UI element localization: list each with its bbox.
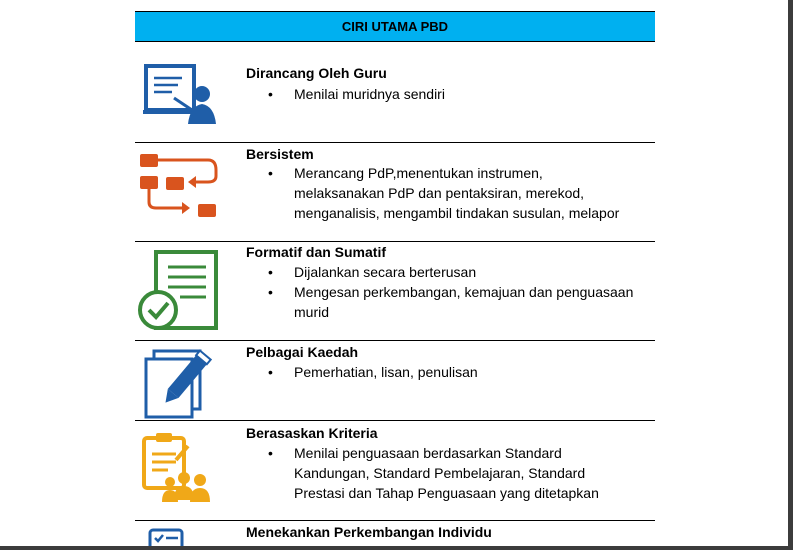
row-divider xyxy=(135,340,655,341)
table-header xyxy=(135,11,655,42)
row-title: Menekankan Perkembangan Individu xyxy=(246,524,492,540)
list-item-line: melaksanakan PdP dan pentaksiran, merekod, xyxy=(294,185,585,201)
table-header-title: CIRI UTAMA PBD xyxy=(341,19,449,34)
list-item-line: Kandungan, Standard Pembelajaran, Standard xyxy=(294,465,586,481)
row-divider xyxy=(135,520,655,521)
list-item-line: • Menilai penguasaan berdasarkan Standard xyxy=(294,445,562,461)
list-item xyxy=(268,282,633,322)
teacher-presentation-icon xyxy=(140,58,218,126)
window-bottom-border xyxy=(0,546,793,550)
checklist-document-icon xyxy=(136,249,222,333)
row-title: Dirancang Oleh Guru xyxy=(246,65,387,81)
bullet-list xyxy=(268,443,599,503)
list-item-line: murid xyxy=(294,304,330,320)
list-item: • Pemerhatian, lisan, penulisan xyxy=(268,362,478,382)
window-right-border xyxy=(788,0,793,550)
row-title: Pelbagai Kaedah xyxy=(246,344,359,360)
list-item xyxy=(268,163,619,223)
row-title: Berasaskan Kriteria xyxy=(246,425,378,441)
list-item xyxy=(268,443,599,503)
row-divider xyxy=(135,142,655,143)
document-pen-icon xyxy=(140,345,216,421)
row-title: Bersistem xyxy=(246,146,314,162)
bullet-list xyxy=(268,163,619,223)
list-item-line: • Mengesan perkembangan, kemajuan dan penguasaan xyxy=(294,284,634,300)
list-item: • Dijalankan secara berterusan xyxy=(268,262,633,282)
individual-checklist-icon xyxy=(148,527,184,546)
list-item-line: Prestasi dan Tahap Penguasaan yang ditetapkan xyxy=(294,485,599,501)
clipboard-group-icon xyxy=(140,430,216,504)
list-item: • Menilai muridnya sendiri xyxy=(268,84,445,104)
list-item-line: menganalisis, mengambil tindakan susulan, melapor xyxy=(294,205,620,221)
list-item-line: • Merancang PdP,menentukan instrumen, xyxy=(294,165,543,181)
row-divider xyxy=(135,420,655,421)
process-flow-icon xyxy=(138,152,220,224)
bullet-list xyxy=(268,84,445,104)
bullet-list xyxy=(268,262,633,322)
bullet-list xyxy=(268,362,478,382)
row-title: Formatif dan Sumatif xyxy=(246,244,387,260)
row-divider xyxy=(135,241,655,242)
